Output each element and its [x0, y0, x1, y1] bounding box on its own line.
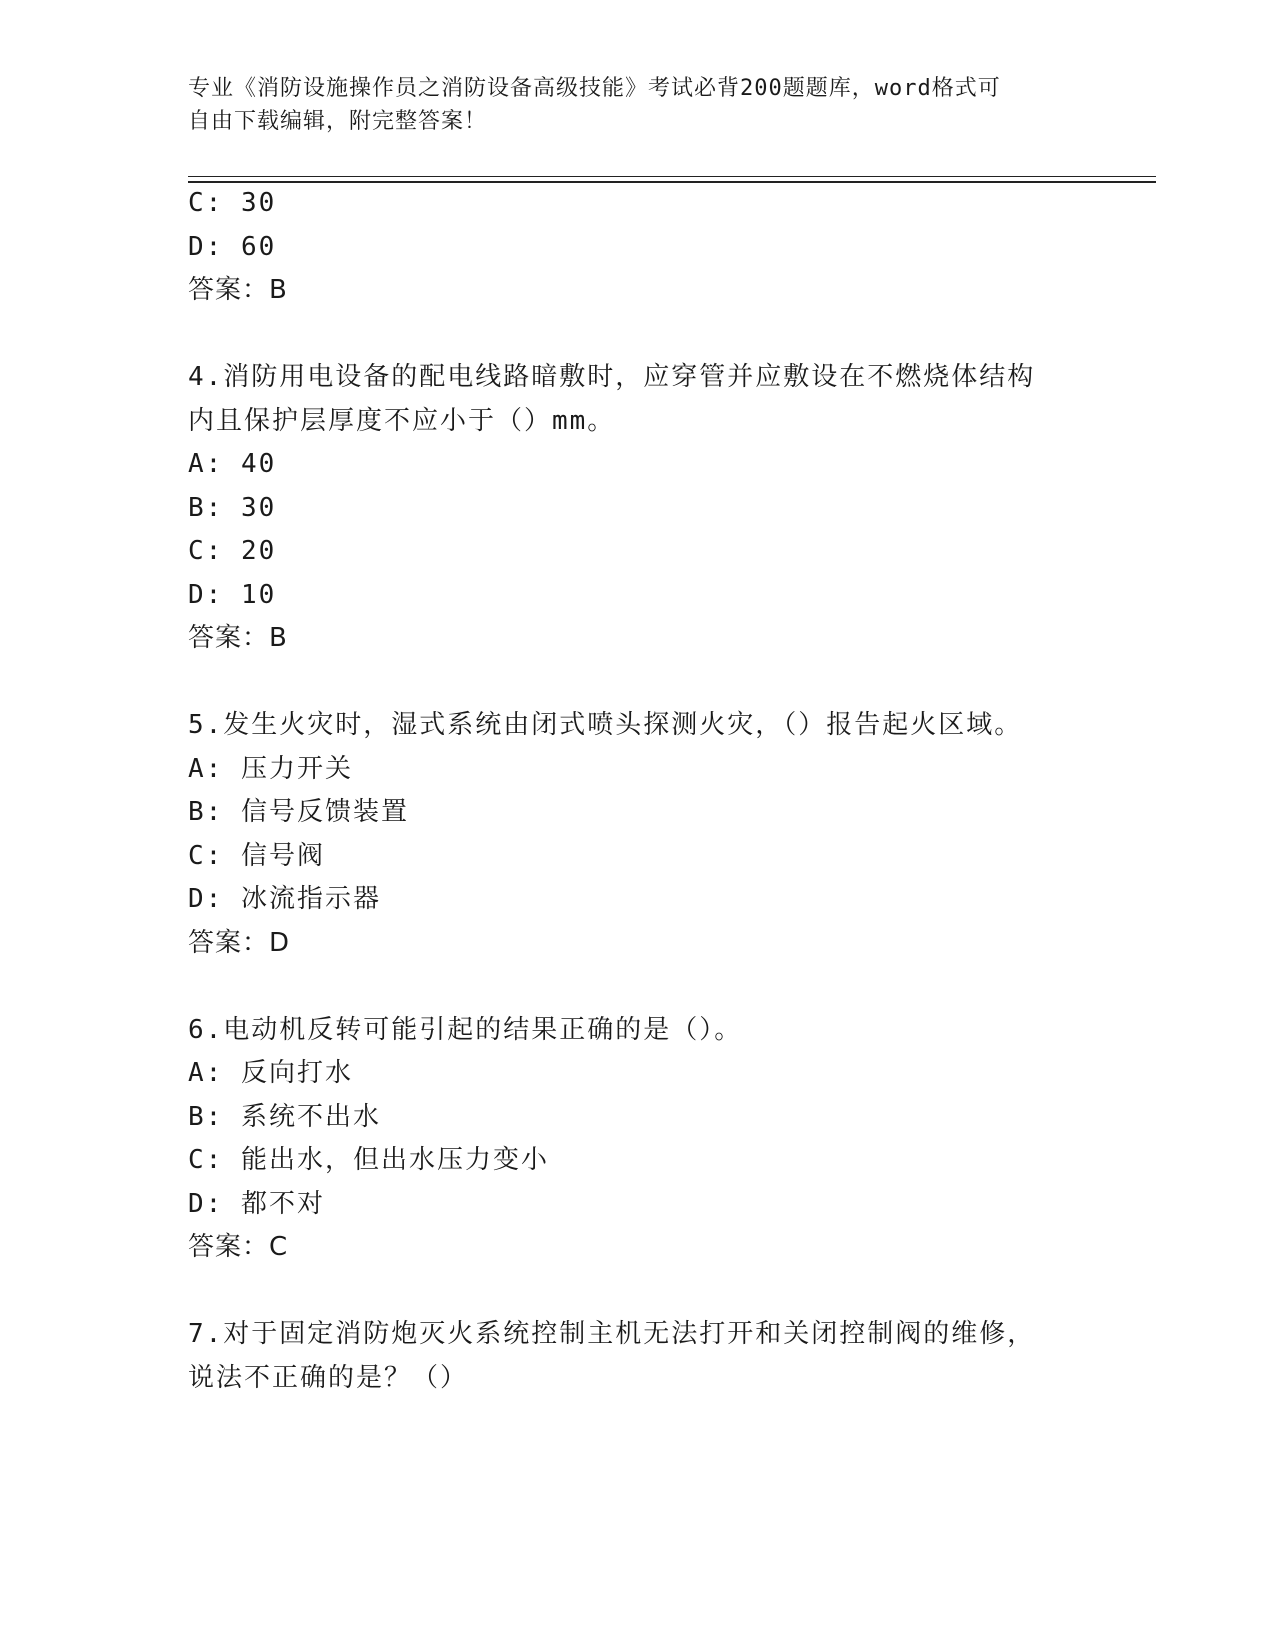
- q5-stem-line-1: 5.发生火灾时，湿式系统由闭式喷头探测火灾，（）报告起火区域。: [188, 710, 1023, 740]
- q4-option-b: B: 30: [188, 493, 277, 523]
- q6-option-a: A: 反向打水: [188, 1058, 353, 1088]
- q4-option-a: A: 40: [188, 449, 277, 479]
- q5-answer: 答案：D: [188, 928, 291, 958]
- q6-option-d: D: 都不对: [188, 1189, 325, 1219]
- q6-stem-line-1: 6.电动机反转可能引起的结果正确的是（）。: [188, 1015, 743, 1045]
- q6-answer: 答案：C: [188, 1232, 289, 1262]
- q3-option-d: D: 60: [188, 232, 277, 262]
- header-line-2: 自由下载编辑，附完整答案！: [188, 109, 488, 134]
- q4-stem-line-2: 内且保护层厚度不应小于（）mm。: [188, 406, 616, 436]
- q7-stem-line-1: 7.对于固定消防炮灭火系统控制主机无法打开和关闭控制阀的维修，: [188, 1319, 1036, 1349]
- q5-option-d: D: 冰流指示器: [188, 884, 381, 914]
- q5-option-c: C: 信号阀: [188, 841, 325, 871]
- q6-option-c: C: 能出水，但出水压力变小: [188, 1145, 549, 1175]
- q4-stem-line-1: 4.消防用电设备的配电线路暗敷时，应穿管并应敷设在不燃烧体结构: [188, 362, 1036, 392]
- document-header: [188, 72, 1088, 138]
- q4-option-c: C: 20: [188, 536, 277, 566]
- q4-answer: 答案：B: [188, 623, 288, 653]
- header-line-1: 专业《消防设施操作员之消防设备高级技能》考试必背200题题库，word格式可: [188, 76, 1001, 101]
- q7-stem-line-2: 说法不正确的是？（）: [188, 1363, 469, 1393]
- header-divider-thick: [188, 181, 1156, 183]
- header-divider-thin: [188, 176, 1156, 177]
- q3-option-c: C: 30: [188, 188, 277, 218]
- q5-option-a: A: 压力开关: [188, 754, 353, 784]
- q3-answer: 答案：B: [188, 275, 288, 305]
- q6-option-b: B: 系统不出水: [188, 1102, 381, 1132]
- q5-option-b: B: 信号反馈装置: [188, 797, 409, 827]
- q4-option-d: D: 10: [188, 580, 277, 610]
